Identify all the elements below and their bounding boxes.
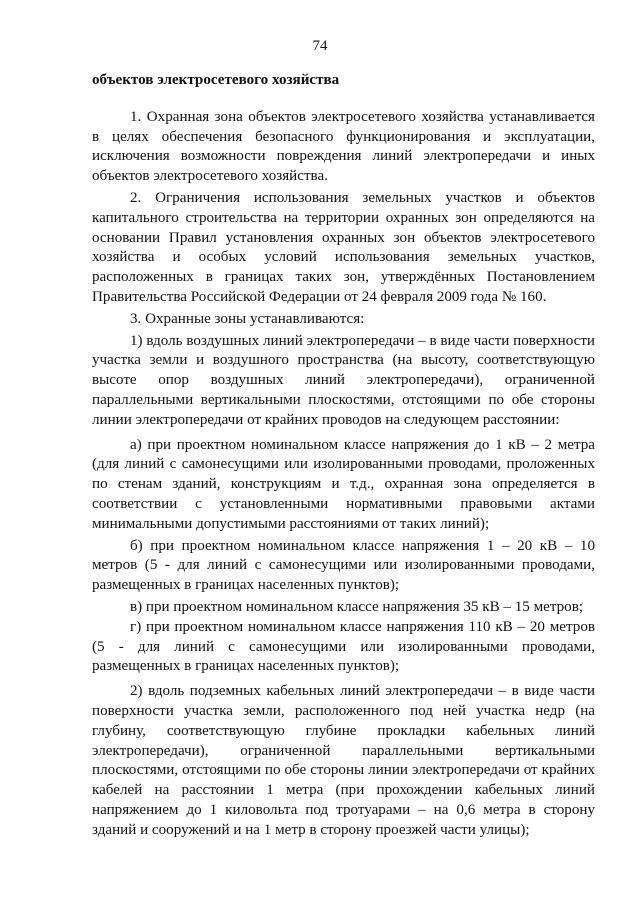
paragraph-item-g: г) при проектном номинальном классе напряжения 110 кВ – 20 метров (5 - для линий с самонесущими или изолированными проводами, размещенных в границах населенных пунктов); [92, 618, 595, 675]
section-heading: объектов электросетевого хозяйства [92, 72, 340, 88]
paragraph-2: 2. Ограничения использования земельных участков и объектов капитального строительства на территории охранных зон определяются на основании Правил установления охранных зон объектов электросетевого хозяйства и особых условий использования земельных участков, расположенных в границах таких зон, утверждённых Постановлением Правительства Российской Федерации от 24 февраля 2009 года № 160. [92, 189, 595, 305]
paragraph-item-a: а) при проектном номинальном классе напряжения до 1 кВ – 2 метра (для линий с самонесущими или изолированными проводами, проложенных по стенам зданий, конструкциям и т.д., охранная зона определяется в соответствии с установленными нормативными правовыми актами минимальными допустимыми расстояниями от таких линий); [92, 436, 595, 532]
paragraph-3: 3. Охранные зоны устанавливаются: [130, 310, 365, 327]
page-number: 74 [312, 38, 328, 54]
document-body [92, 71, 595, 840]
paragraph-item-b: б) при проектном номинальном классе напряжения 1 – 20 кВ – 10 метров (5 - для линий с самонесущими или изолированными проводами, размещенных в границах населенных пунктов); [92, 537, 595, 594]
paragraph-underground-lines: 2) вдоль подземных кабельных линий электропередачи – в виде части поверхности участка земли, расположенного под ней участка недр (на глубину, соответствующую глубине прокладки кабельных линий электропередачи), ограниченной параллельными вертикальными плоскостями, отстоящими по обе стороны линии электропередачи от крайних кабелей на расстоянии 1 метра (при прохождении кабельных линий напряжением до 1 киловольта под тротуарами – на 0,6 метра в сторону зданий и сооружений и на 1 метр в сторону проезжей части улицы); [92, 683, 595, 838]
paragraph-item-v: в) при проектном номинальном классе напряжения 35 кВ – 15 метров; [130, 598, 584, 615]
paragraph-overhead-lines: 1) вдоль воздушных линий электропередачи – в виде части поверхности участка земли и воздушного пространства (на высоту, соответствующую высоте опор воздушных линий электропередачи), ограниченной параллельными вертикальными плоскостями, отстоящими по обе стороны линии электропередачи от крайних проводов на следующем расстоянии: [92, 332, 595, 428]
paragraph-1: 1. Охранная зона объектов электросетевого хозяйства устанавливается в целях обеспечения безопасного функционирования и эксплуатации, исключения возможности повреждения линий электропередачи и иных объектов электросетевого хозяйства. [92, 108, 595, 185]
